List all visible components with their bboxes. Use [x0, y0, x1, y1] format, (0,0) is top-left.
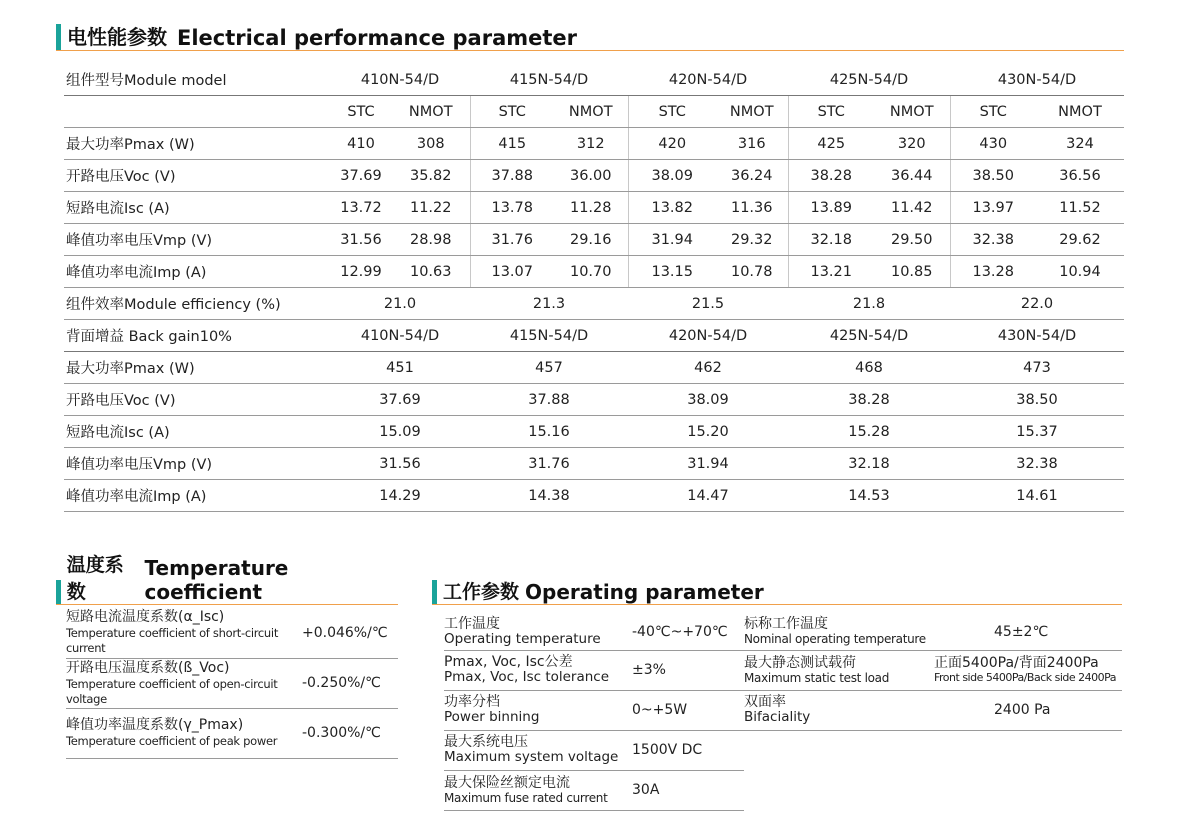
nmot-value: 11.28 — [554, 192, 628, 224]
temperature-label — [66, 708, 302, 758]
operating-section-header — [432, 574, 1122, 605]
nmot-value: 10.78 — [716, 256, 788, 288]
nmot-value: 36.00 — [554, 160, 628, 192]
back-gain-value: 31.56 — [330, 448, 470, 480]
temperature-label-cn: 开路电压温度系数(ß_Voc) — [66, 659, 230, 676]
back-gain-value: 457 — [470, 352, 628, 384]
efficiency-value: 21.3 — [470, 288, 628, 320]
back-gain-value: 32.38 — [950, 448, 1124, 480]
stc-value: 13.89 — [788, 192, 874, 224]
back-gain-row — [64, 416, 1124, 448]
back-gain-value: 38.09 — [628, 384, 788, 416]
temperature-row — [66, 608, 398, 658]
temperature-value: -0.250%/℃ — [302, 658, 398, 708]
model-label: 组件型号Module model — [64, 64, 330, 96]
operating-value: ±3% — [632, 650, 744, 690]
temperature-value: -0.300%/℃ — [302, 708, 398, 758]
back-gain-value: 14.38 — [470, 480, 628, 512]
efficiency-value: 22.0 — [950, 288, 1124, 320]
nmot-value: 35.82 — [392, 160, 470, 192]
stc-value: 13.28 — [950, 256, 1036, 288]
operating-label — [744, 614, 934, 650]
operating-label-en: Pmax, Voc, Isc tolerance — [444, 669, 610, 685]
parameter-row — [64, 128, 1124, 160]
operating-label-en: Maximum static test load — [744, 670, 890, 685]
temperature-section-header — [56, 554, 398, 605]
stc-value: 410 — [330, 128, 392, 160]
back-gain-value: 15.37 — [950, 416, 1124, 448]
stc-value: 13.78 — [470, 192, 554, 224]
operating-value — [934, 650, 1122, 690]
nmot-value: 11.36 — [716, 192, 788, 224]
back-gain-value: 37.69 — [330, 384, 470, 416]
model-name: 420N-54/D — [628, 320, 788, 352]
electrical-title-en: Electrical performance parameter — [177, 26, 578, 50]
efficiency-label: 组件效率Module efficiency (%) — [64, 288, 330, 320]
temperature-label-cn: 短路电流温度系数(α_Isc) — [66, 609, 225, 626]
nmot-value: 320 — [874, 128, 950, 160]
accent-bar — [56, 580, 61, 604]
stc-value: 13.15 — [628, 256, 716, 288]
nmot-value: 11.22 — [392, 192, 470, 224]
operating-label-cn: 双面率 — [744, 694, 786, 710]
nmot-value: 10.94 — [1036, 256, 1124, 288]
parameter-label: 开路电压Voc (V) — [64, 384, 330, 416]
operating-label-cn: 标称工作温度 — [744, 616, 828, 633]
efficiency-value: 21.0 — [330, 288, 470, 320]
temperature-label — [66, 658, 302, 708]
parameter-label: 峰值功率电流Imp (A) — [64, 256, 330, 288]
operating-value: 1500V DC — [632, 730, 744, 770]
nmot-value: 36.56 — [1036, 160, 1124, 192]
operating-row — [444, 690, 1122, 730]
operating-label — [444, 730, 632, 770]
back-gain-row — [64, 352, 1124, 384]
back-gain-row — [64, 480, 1124, 512]
parameter-label: 开路电压Voc (V) — [64, 160, 330, 192]
temperature-label-en: Temperature coefficient of peak power — [66, 734, 278, 748]
stc-value: 37.69 — [330, 160, 392, 192]
stc-value: 37.88 — [470, 160, 554, 192]
nmot-value: 29.16 — [554, 224, 628, 256]
condition-row — [64, 96, 1124, 128]
model-name: 415N-54/D — [470, 64, 628, 96]
operating-title-cn: 工作参数 — [443, 581, 520, 603]
back-gain-header-row — [64, 320, 1124, 352]
parameter-label: 短路电流Isc (A) — [64, 192, 330, 224]
stc-value: 430 — [950, 128, 1036, 160]
stc-value: 13.21 — [788, 256, 874, 288]
parameter-label: 短路电流Isc (A) — [64, 416, 330, 448]
operating-row — [444, 650, 1122, 690]
empty-cell — [934, 770, 1122, 810]
back-gain-value: 14.53 — [788, 480, 950, 512]
operating-label-en: Bifaciality — [744, 709, 811, 725]
nmot-value: 29.50 — [874, 224, 950, 256]
operating-label-en: Nominal operating temperature — [744, 632, 926, 647]
operating-row — [444, 614, 1122, 650]
parameter-label: 峰值功率电流Imp (A) — [64, 480, 330, 512]
temperature-label-en: Temperature coefficient of open-circuit voltage — [66, 676, 278, 706]
nmot-value: 324 — [1036, 128, 1124, 160]
operating-label — [444, 614, 632, 650]
back-gain-value: 462 — [628, 352, 788, 384]
model-name: 430N-54/D — [950, 320, 1124, 352]
operating-row — [444, 730, 1122, 770]
temperature-row — [66, 658, 398, 708]
nmot-label: NMOT — [874, 96, 950, 128]
back-gain-value: 38.50 — [950, 384, 1124, 416]
parameter-label: 最大功率Pmax (W) — [64, 352, 330, 384]
electrical-table — [64, 64, 1124, 512]
stc-value: 13.82 — [628, 192, 716, 224]
model-name: 425N-54/D — [788, 320, 950, 352]
stc-label: STC — [628, 96, 716, 128]
operating-label-en: Maximum fuse rated current — [444, 790, 608, 805]
stc-label: STC — [950, 96, 1036, 128]
back-gain-value: 32.18 — [788, 448, 950, 480]
operating-table — [444, 614, 1122, 811]
model-row — [64, 64, 1124, 96]
operating-label-cn: 最大保险丝额定电流 — [444, 774, 570, 791]
model-name: 425N-54/D — [788, 64, 950, 96]
operating-title-en: Operating parameter — [525, 580, 764, 604]
stc-value: 38.50 — [950, 160, 1036, 192]
operating-value: 45±2℃ — [934, 614, 1122, 650]
empty-cell — [64, 96, 330, 128]
nmot-value: 10.63 — [392, 256, 470, 288]
nmot-value: 29.62 — [1036, 224, 1124, 256]
stc-label: STC — [330, 96, 392, 128]
nmot-label: NMOT — [716, 96, 788, 128]
nmot-value: 312 — [554, 128, 628, 160]
temperature-label-cn: 峰值功率温度系数(γ_Pmax) — [66, 717, 244, 733]
back-gain-value: 451 — [330, 352, 470, 384]
parameter-label: 峰值功率电压Vmp (V) — [64, 224, 330, 256]
efficiency-row — [64, 288, 1124, 320]
back-gain-row — [64, 448, 1124, 480]
empty-cell — [744, 730, 934, 770]
nmot-value: 29.32 — [716, 224, 788, 256]
operating-label-cn: 工作温度 — [444, 615, 500, 632]
nmot-value: 36.24 — [716, 160, 788, 192]
operating-label — [744, 690, 934, 730]
nmot-value: 10.70 — [554, 256, 628, 288]
stc-value: 415 — [470, 128, 554, 160]
stc-value: 13.97 — [950, 192, 1036, 224]
back-gain-value: 468 — [788, 352, 950, 384]
stc-value: 38.09 — [628, 160, 716, 192]
operating-value: -40℃~+70℃ — [632, 614, 744, 650]
parameter-row — [64, 224, 1124, 256]
stc-value: 420 — [628, 128, 716, 160]
stc-value: 13.07 — [470, 256, 554, 288]
operating-value-cn: 正面5400Pa/背面2400Pa — [934, 655, 1099, 671]
accent-bar — [56, 24, 61, 50]
nmot-value: 10.85 — [874, 256, 950, 288]
efficiency-value: 21.8 — [788, 288, 950, 320]
model-name: 410N-54/D — [330, 320, 470, 352]
back-gain-value: 15.16 — [470, 416, 628, 448]
temperature-label-en: Temperature coefficient of short-circuit current — [66, 626, 279, 656]
stc-value: 32.38 — [950, 224, 1036, 256]
stc-value: 425 — [788, 128, 874, 160]
operating-row — [444, 770, 1122, 810]
temperature-title-en: Temperature coefficient — [144, 556, 289, 604]
parameter-row — [64, 256, 1124, 288]
temperature-row — [66, 708, 398, 758]
accent-bar — [432, 580, 437, 604]
stc-value: 31.76 — [470, 224, 554, 256]
operating-label-cn: 最大系统电压 — [444, 734, 528, 750]
back-gain-value: 14.47 — [628, 480, 788, 512]
operating-label-cn: 功率分档 — [444, 694, 500, 710]
nmot-value: 11.52 — [1036, 192, 1124, 224]
operating-label-cn: 最大静态测试载荷 — [744, 654, 856, 671]
efficiency-value: 21.5 — [628, 288, 788, 320]
nmot-label: NMOT — [554, 96, 628, 128]
stc-value: 31.94 — [628, 224, 716, 256]
back-gain-value: 31.76 — [470, 448, 628, 480]
nmot-value: 36.44 — [874, 160, 950, 192]
parameter-label: 峰值功率电压Vmp (V) — [64, 448, 330, 480]
back-gain-value: 15.28 — [788, 416, 950, 448]
back-gain-value: 14.29 — [330, 480, 470, 512]
stc-value: 38.28 — [788, 160, 874, 192]
nmot-value: 28.98 — [392, 224, 470, 256]
back-gain-value: 15.20 — [628, 416, 788, 448]
operating-label-en: Operating temperature — [444, 630, 601, 647]
operating-label — [744, 650, 934, 690]
stc-value: 12.99 — [330, 256, 392, 288]
stc-value: 31.56 — [330, 224, 392, 256]
operating-value: 30A — [632, 770, 744, 810]
nmot-label: NMOT — [1036, 96, 1124, 128]
operating-value: 2400 Pa — [934, 690, 1122, 730]
operating-label — [444, 650, 632, 690]
empty-cell — [934, 730, 1122, 770]
stc-value: 32.18 — [788, 224, 874, 256]
nmot-value: 308 — [392, 128, 470, 160]
back-gain-value: 15.09 — [330, 416, 470, 448]
temperature-value: +0.046%/℃ — [302, 608, 398, 658]
nmot-value: 316 — [716, 128, 788, 160]
stc-label: STC — [470, 96, 554, 128]
model-name: 415N-54/D — [470, 320, 628, 352]
back-gain-value: 31.94 — [628, 448, 788, 480]
stc-value: 13.72 — [330, 192, 392, 224]
model-name: 430N-54/D — [950, 64, 1124, 96]
back-gain-value: 14.61 — [950, 480, 1124, 512]
model-name: 420N-54/D — [628, 64, 788, 96]
parameter-row — [64, 160, 1124, 192]
back-gain-value: 473 — [950, 352, 1124, 384]
nmot-value: 11.42 — [874, 192, 950, 224]
back-gain-value: 37.88 — [470, 384, 628, 416]
back-gain-label: 背面增益 Back gain10% — [64, 320, 330, 352]
operating-label-en: Power binning — [444, 709, 540, 725]
parameter-row — [64, 192, 1124, 224]
operating-value: 0~+5W — [632, 690, 744, 730]
operating-value-en: Front side 5400Pa/Back side 2400Pa — [934, 671, 1117, 684]
temperature-table — [66, 608, 398, 759]
stc-label: STC — [788, 96, 874, 128]
operating-label-en: Maximum system voltage — [444, 749, 619, 765]
operating-label — [444, 690, 632, 730]
temperature-label — [66, 608, 302, 658]
parameter-label: 最大功率Pmax (W) — [64, 128, 330, 160]
operating-label-cn: Pmax, Voc, Isc公差 — [444, 654, 573, 670]
electrical-title-cn: 电性能参数 — [67, 25, 167, 49]
model-name: 410N-54/D — [330, 64, 470, 96]
back-gain-row — [64, 384, 1124, 416]
back-gain-value: 38.28 — [788, 384, 950, 416]
temperature-title-cn: 温度系数 — [66, 554, 124, 603]
nmot-label: NMOT — [392, 96, 470, 128]
electrical-section-header — [56, 20, 1124, 51]
empty-cell — [744, 770, 934, 810]
operating-label — [444, 770, 632, 810]
